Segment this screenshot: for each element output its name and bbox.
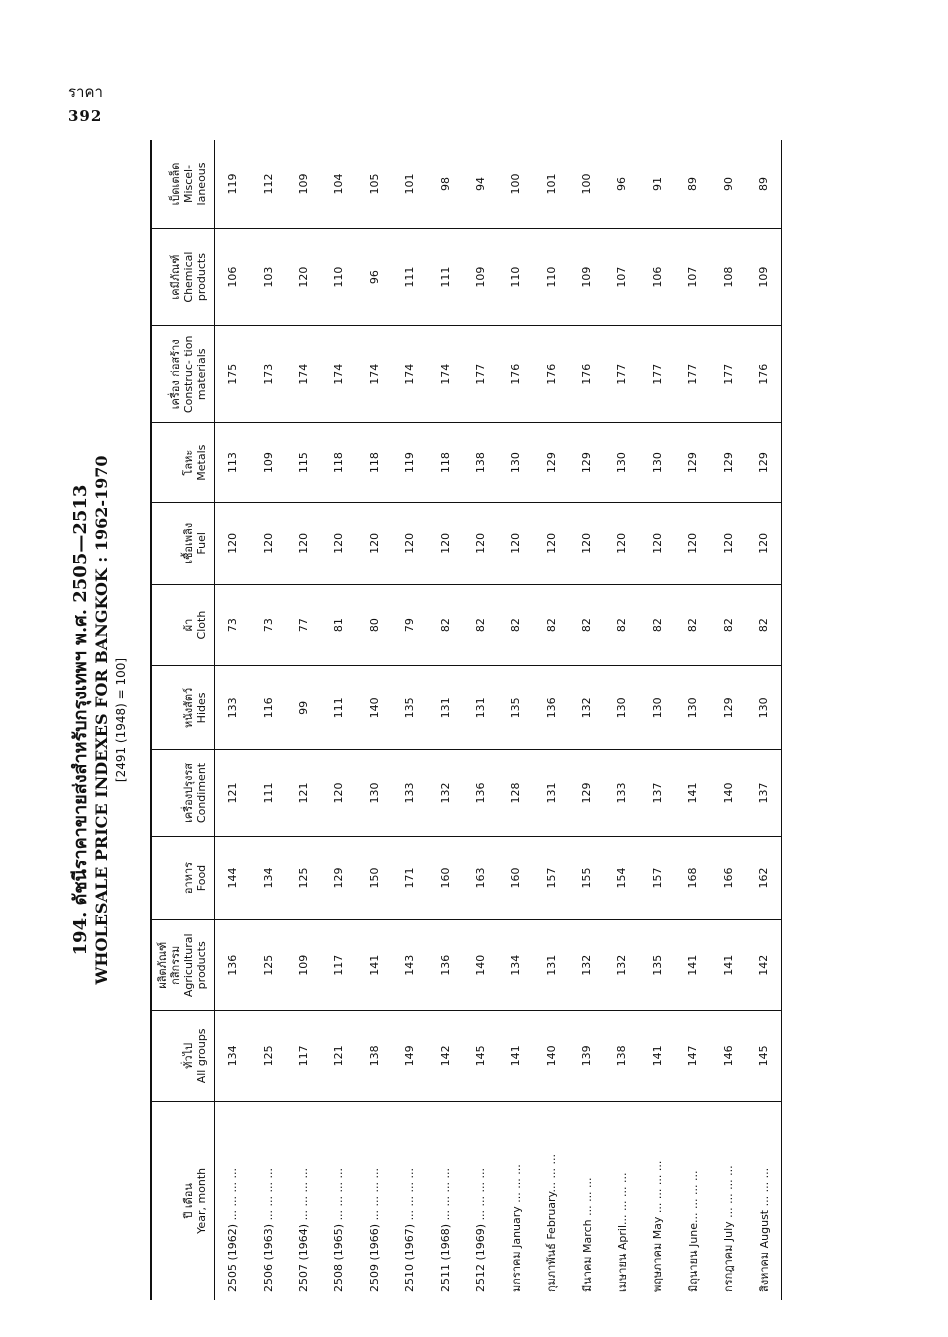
table-cell: 116 (250, 666, 285, 750)
table-cell: 101 (392, 140, 427, 228)
table-cell: 120 (250, 502, 285, 584)
table-cell: 120 (286, 228, 321, 325)
table-cell: 134 (215, 1011, 251, 1102)
table-cell: 135 (498, 666, 533, 750)
column-header (151, 1011, 215, 1102)
table-cell: 82 (746, 584, 782, 666)
table-cell: 171 (392, 836, 427, 920)
table-cell: 109 (286, 140, 321, 228)
row-label: มิถุนายน June... ... ... ... (686, 1170, 700, 1292)
table-cell: 130 (357, 750, 392, 836)
table-cell: 125 (250, 920, 285, 1011)
column-header-thai: โลหะ (182, 449, 195, 476)
table-cell: 120 (463, 502, 498, 584)
table-cell: 133 (604, 750, 639, 836)
row-label: 2509 (1966) ... ... ... ... (367, 1167, 381, 1292)
table-row (746, 140, 782, 1300)
table-cell: 120 (321, 750, 356, 836)
table-cell: 100 (569, 140, 604, 228)
table-cell: 105 (357, 140, 392, 228)
table-cell: 139 (569, 1011, 604, 1102)
rotated-table-page (70, 140, 890, 1300)
column-header-thai: อาหาร (182, 861, 195, 895)
table-row (640, 140, 675, 1300)
table-title-english: WHOLESALE PRICE INDEXES FOR BANGKOK : 1962-1970 (92, 455, 111, 985)
table-cell: 110 (534, 228, 569, 325)
table-cell: 117 (286, 1011, 321, 1102)
table-cell: 109 (463, 228, 498, 325)
row-label: 2512 (1969) ... ... ... ... (473, 1167, 487, 1292)
table-cell: 120 (498, 502, 533, 584)
table-cell: 143 (392, 920, 427, 1011)
table-header-row (151, 140, 215, 1300)
table-cell: 125 (250, 1011, 285, 1102)
table-cell: 120 (675, 502, 710, 584)
table-cell: 130 (746, 666, 782, 750)
table-cell: 140 (710, 750, 745, 836)
column-header-thai: เชื้อเพลิง (182, 522, 195, 564)
table-cell: 142 (427, 1011, 462, 1102)
table-cell: 130 (604, 423, 639, 503)
table-cell: 90 (710, 140, 745, 228)
table-cell: 82 (427, 584, 462, 666)
table-cell: 131 (463, 666, 498, 750)
column-header-thai: เคมีภัณฑ์ (169, 254, 182, 300)
row-label: 2506 (1963) ... ... ... ... (261, 1167, 275, 1292)
table-row (498, 140, 533, 1300)
table-cell: 131 (534, 920, 569, 1011)
column-header (151, 502, 215, 584)
table-cell: 141 (498, 1011, 533, 1102)
table-row (357, 140, 392, 1300)
table-cell: 120 (604, 502, 639, 584)
table-cell: 120 (746, 502, 782, 584)
table-row (427, 140, 462, 1300)
table-cell: 136 (534, 666, 569, 750)
table-cell: 138 (357, 1011, 392, 1102)
table-cell: 89 (675, 140, 710, 228)
row-label: เมษายน April... ... ... ... (615, 1172, 629, 1292)
table-cell: 155 (569, 836, 604, 920)
table-cell: 82 (710, 584, 745, 666)
table-cell: 106 (640, 228, 675, 325)
table-cell: 166 (710, 836, 745, 920)
table-cell: 81 (321, 584, 356, 666)
table-cell: 131 (534, 750, 569, 836)
table-cell: 109 (286, 920, 321, 1011)
table-cell: 115 (286, 423, 321, 503)
column-header-english: Miscel- laneous (182, 162, 208, 206)
table-cell: 177 (675, 326, 710, 423)
table-cell: 134 (250, 836, 285, 920)
table-cell: 80 (357, 584, 392, 666)
table-cell: 142 (746, 920, 782, 1011)
column-header-thai: เครื่อง ก่อสร้าง (169, 339, 182, 410)
table-cell: 110 (498, 228, 533, 325)
table-cell: 82 (498, 584, 533, 666)
row-label: มกราคม January ... ... ... (509, 1164, 523, 1292)
table-cell: 154 (604, 836, 639, 920)
column-header (151, 750, 215, 836)
table-cell: 107 (675, 228, 710, 325)
table-cell: 129 (675, 423, 710, 503)
table-cell: 109 (746, 228, 782, 325)
column-header-thai: เครื่องปรุงรส (182, 763, 195, 823)
table-cell: 144 (215, 836, 251, 920)
table-cell: 111 (392, 228, 427, 325)
table-cell: 149 (392, 1011, 427, 1102)
row-label: กุมภาพันธ์ February... ... ... (545, 1154, 559, 1292)
table-cell: 120 (427, 502, 462, 584)
column-header-thai: เบ็ดเตล็ด (169, 162, 182, 206)
table-cell: 118 (357, 423, 392, 503)
table-cell: 113 (215, 423, 251, 503)
table-cell: 119 (392, 423, 427, 503)
table-cell: 134 (498, 920, 533, 1011)
table-cell: 138 (604, 1011, 639, 1102)
table-cell: 125 (286, 836, 321, 920)
table-cell: 176 (534, 326, 569, 423)
table-cell: 141 (675, 750, 710, 836)
table-cell: 177 (710, 326, 745, 423)
table-cell: 99 (286, 666, 321, 750)
table-cell: 140 (463, 920, 498, 1011)
table-cell: 119 (215, 140, 251, 228)
table-cell: 176 (746, 326, 782, 423)
table-cell: 120 (392, 502, 427, 584)
row-label: 2505 (1962) ... ... ... ... (226, 1167, 240, 1292)
table-cell: 141 (357, 920, 392, 1011)
table-cell: 130 (604, 666, 639, 750)
table-cell: 82 (534, 584, 569, 666)
column-header-english: Metals (195, 444, 208, 481)
table-cell: 121 (321, 1011, 356, 1102)
table-cell: 91 (640, 140, 675, 228)
table-cell: 132 (604, 920, 639, 1011)
table-cell: 121 (286, 750, 321, 836)
table-cell: 160 (498, 836, 533, 920)
column-header (151, 423, 215, 503)
table-row (710, 140, 745, 1300)
table-cell: 120 (710, 502, 745, 584)
column-header-english: Agricultural products (182, 933, 208, 998)
table-cell: 96 (357, 228, 392, 325)
table-row (463, 140, 498, 1300)
table-cell: 141 (640, 1011, 675, 1102)
table-cell: 133 (215, 666, 251, 750)
table-cell: 73 (250, 584, 285, 666)
column-header (151, 228, 215, 325)
table-cell: 138 (463, 423, 498, 503)
table-cell: 128 (498, 750, 533, 836)
table-cell: 82 (604, 584, 639, 666)
table-cell: 120 (215, 502, 251, 584)
page-number: 392 (68, 107, 103, 125)
table-cell: 136 (463, 750, 498, 836)
column-header (151, 666, 215, 750)
table-cell: 130 (675, 666, 710, 750)
table-cell: 120 (640, 502, 675, 584)
table-cell: 168 (675, 836, 710, 920)
table-cell: 77 (286, 584, 321, 666)
column-header-thai: ทั่วไป (182, 1042, 195, 1069)
column-header-english: Cloth (195, 610, 208, 640)
table-cell: 129 (534, 423, 569, 503)
column-header-thai: ผลิตภัณฑ์ กสิกรรม (156, 941, 182, 989)
row-label: สิงหาคม August ... ... ... (746, 1101, 782, 1300)
table-cell: 129 (710, 666, 745, 750)
price-index-table (150, 140, 782, 1300)
table-cell: 177 (463, 326, 498, 423)
row-label: มีนาคม March ... ... ... (580, 1177, 594, 1292)
table-title-thai: 194. ดัชนีราคาขายส่งสำหรับกรุงเทพฯ พ.ศ. 2505—2513 (70, 484, 91, 956)
table-cell: 121 (215, 750, 251, 836)
table-cell: 145 (746, 1011, 782, 1102)
table-row (392, 140, 427, 1300)
column-header (151, 920, 215, 1011)
table-cell: 132 (427, 750, 462, 836)
table-cell: 177 (640, 326, 675, 423)
table-row (286, 140, 321, 1300)
column-header (151, 140, 215, 228)
table-cell: 135 (392, 666, 427, 750)
table-cell: 120 (569, 502, 604, 584)
table-cell: 146 (710, 1011, 745, 1102)
table-cell: 129 (710, 423, 745, 503)
table-cell: 132 (569, 666, 604, 750)
table-cell: 89 (746, 140, 782, 228)
table-cell: 82 (640, 584, 675, 666)
table-cell: 118 (427, 423, 462, 503)
column-header (151, 836, 215, 920)
table-cell: 73 (215, 584, 251, 666)
table-cell: 177 (604, 326, 639, 423)
table-cell: 110 (321, 228, 356, 325)
table-cell: 129 (569, 423, 604, 503)
table-cell: 112 (250, 140, 285, 228)
table-cell: 82 (569, 584, 604, 666)
table-cell: 106 (215, 228, 251, 325)
table-cell: 120 (357, 502, 392, 584)
table-cell: 117 (321, 920, 356, 1011)
table-cell: 111 (250, 750, 285, 836)
table-cell: 176 (569, 326, 604, 423)
table-cell: 174 (357, 326, 392, 423)
table-cell: 132 (569, 920, 604, 1011)
table-cell: 136 (427, 920, 462, 1011)
table-cell: 129 (569, 750, 604, 836)
row-label: 2510 (1967) ... ... ... ... (403, 1167, 417, 1292)
table-cell: 100 (498, 140, 533, 228)
table-cell: 150 (357, 836, 392, 920)
column-header-english: Fuel (195, 532, 208, 555)
row-label: 2507 (1964) ... ... ... ... (296, 1167, 310, 1292)
table-cell: 130 (640, 423, 675, 503)
table-cell: 101 (534, 140, 569, 228)
column-header-thai: ผ้า (182, 618, 195, 632)
column-header-english: Construc- tion materials (182, 335, 208, 414)
column-header-thai: หนังสัตว์ (182, 687, 195, 729)
table-row (569, 140, 604, 1300)
table-cell: 129 (321, 836, 356, 920)
table-cell: 98 (427, 140, 462, 228)
column-header (151, 584, 215, 666)
column-header (151, 326, 215, 423)
table-cell: 111 (427, 228, 462, 325)
table-cell: 173 (250, 326, 285, 423)
table-cell: 137 (746, 750, 782, 836)
row-label: 2508 (1965) ... ... ... ... (332, 1167, 346, 1292)
table-cell: 176 (498, 326, 533, 423)
table-cell: 160 (427, 836, 462, 920)
table-cell: 82 (463, 584, 498, 666)
table-cell: 108 (710, 228, 745, 325)
table-cell: 174 (427, 326, 462, 423)
table-cell: 147 (675, 1011, 710, 1102)
column-header-english: Year, month (195, 1167, 208, 1234)
table-cell: 94 (463, 140, 498, 228)
table-cell: 175 (215, 326, 251, 423)
table-cell: 133 (392, 750, 427, 836)
table-cell: 157 (640, 836, 675, 920)
column-header-english: Chemical products (182, 251, 208, 303)
table-cell: 145 (463, 1011, 498, 1102)
table-cell: 130 (640, 666, 675, 750)
table-cell: 109 (569, 228, 604, 325)
table-cell: 137 (640, 750, 675, 836)
table-cell: 131 (427, 666, 462, 750)
table-cell: 136 (215, 920, 251, 1011)
table-cell: 120 (286, 502, 321, 584)
table-titles (70, 140, 150, 1300)
table-cell: 174 (286, 326, 321, 423)
column-header-english: Hides (195, 692, 208, 724)
table-cell: 79 (392, 584, 427, 666)
table-cell: 103 (250, 228, 285, 325)
table-cell: 135 (640, 920, 675, 1011)
row-label: 2511 (1968) ... ... ... ... (438, 1167, 452, 1292)
table-base-year: [2491 (1948) = 100] (114, 657, 128, 783)
table-cell: 140 (534, 1011, 569, 1102)
column-header (151, 1101, 215, 1300)
table-cell: 140 (357, 666, 392, 750)
table-cell: 111 (321, 666, 356, 750)
table-cell: 157 (534, 836, 569, 920)
column-header-english: Food (195, 864, 208, 892)
table-cell: 163 (463, 836, 498, 920)
table-row (250, 140, 285, 1300)
table-body (215, 140, 782, 1300)
column-header-english: Condiment (195, 762, 208, 824)
row-label: กรกฎาคม July ... ... ... ... (722, 1165, 736, 1292)
table-row (604, 140, 639, 1300)
column-header-english: All groups (195, 1028, 208, 1084)
table-cell: 162 (746, 836, 782, 920)
page-header (68, 80, 103, 128)
row-label: พฤษภาคม May ... ... ... ... (651, 1160, 665, 1292)
column-header-thai: ปี เดือน (182, 1183, 195, 1219)
table-cell: 141 (675, 920, 710, 1011)
table-row (321, 140, 356, 1300)
table-cell: 141 (710, 920, 745, 1011)
table-cell: 174 (392, 326, 427, 423)
table-cell: 82 (675, 584, 710, 666)
table-cell: 109 (250, 423, 285, 503)
table-cell: 104 (321, 140, 356, 228)
table-cell: 120 (534, 502, 569, 584)
page-label: ราคา (68, 83, 103, 101)
table-cell: 107 (604, 228, 639, 325)
table-row (675, 140, 710, 1300)
table-cell: 129 (746, 423, 782, 503)
table-cell: 130 (498, 423, 533, 503)
table-cell: 120 (321, 502, 356, 584)
table-cell: 118 (321, 423, 356, 503)
table-row (215, 140, 251, 1300)
table-cell: 96 (604, 140, 639, 228)
table-row (534, 140, 569, 1300)
table-cell: 174 (321, 326, 356, 423)
